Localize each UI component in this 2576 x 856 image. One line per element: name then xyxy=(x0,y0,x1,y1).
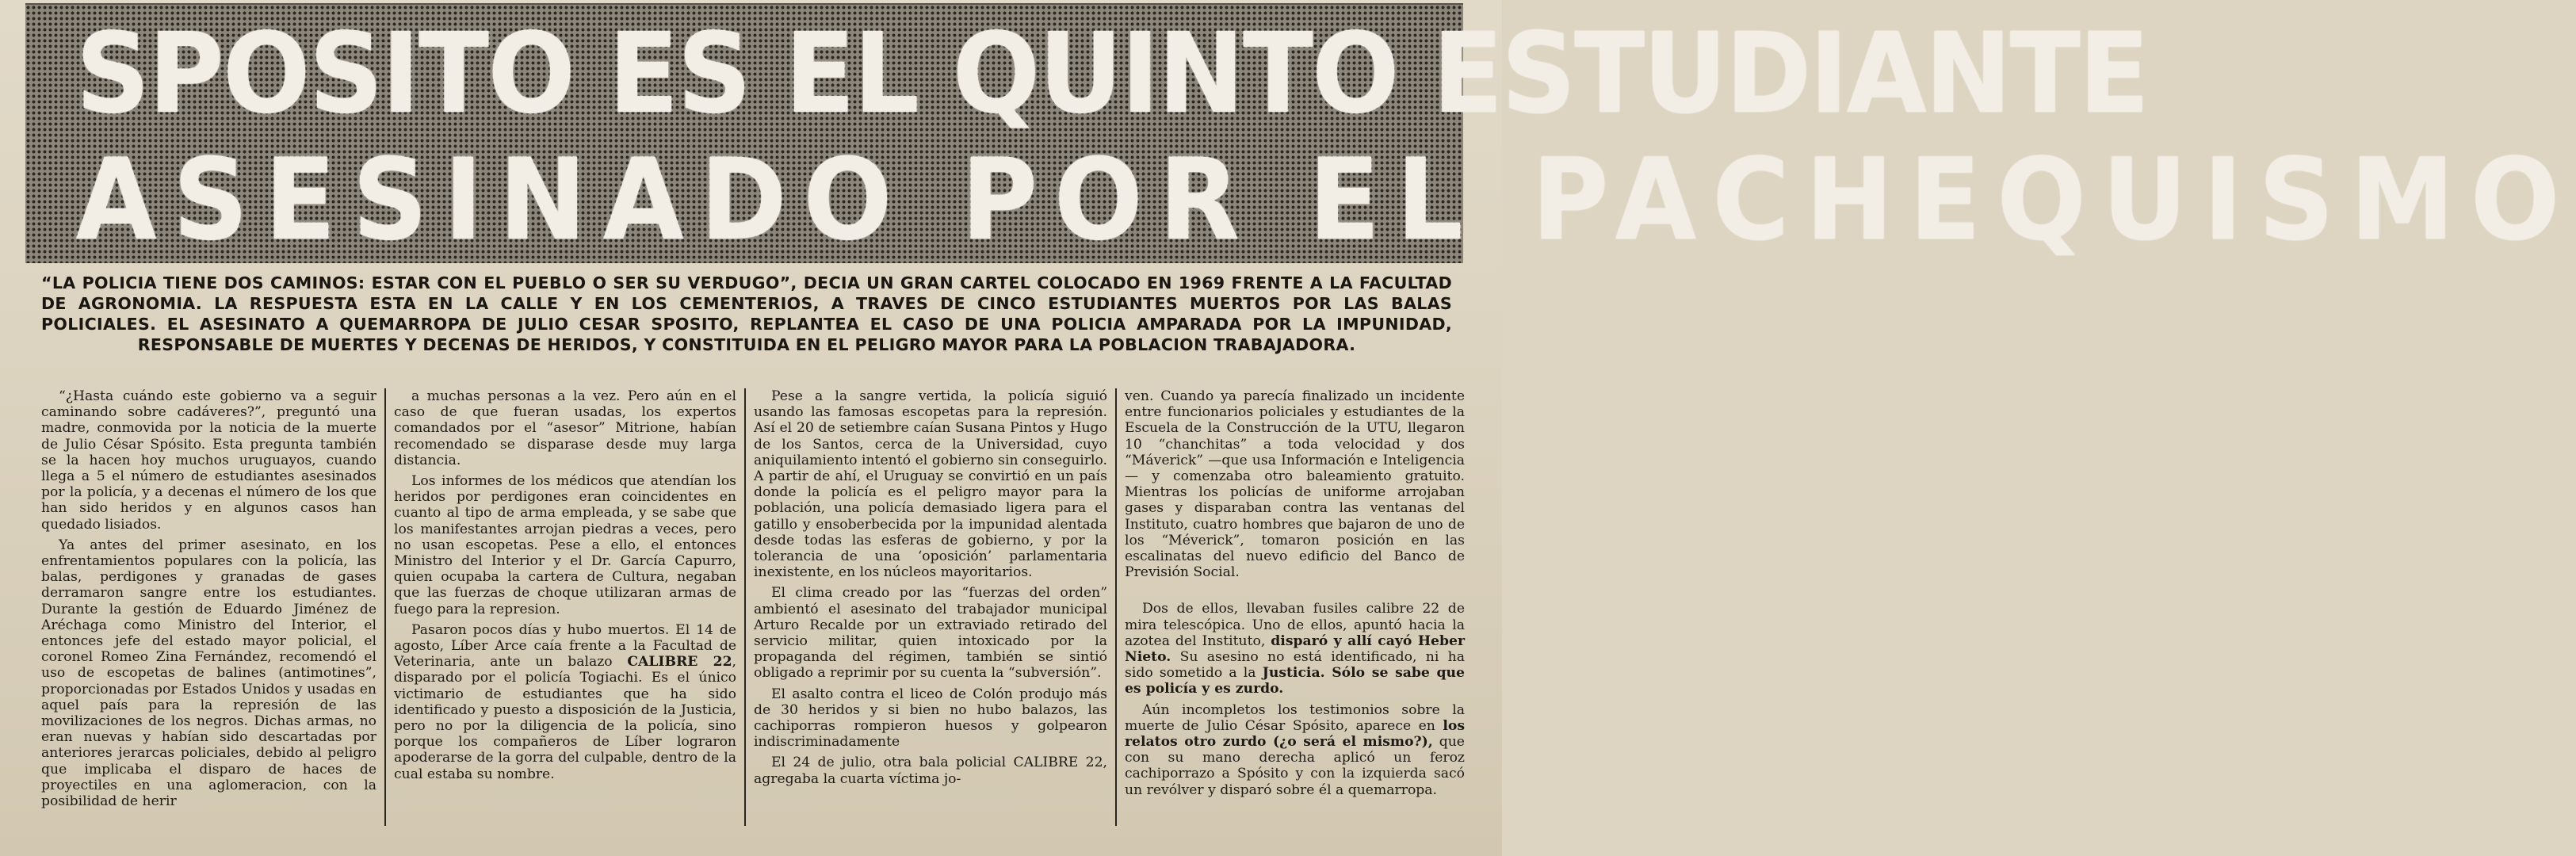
headline-banner xyxy=(25,3,2576,266)
article-column-4 xyxy=(1115,388,1465,826)
text-run: Aún incompletos los testimonios sobre la muerte de Julio César Spósito, aparece en xyxy=(1125,701,1465,734)
paragraph xyxy=(1125,702,1465,798)
headline-line-2: ASESINADO POR EL PACHEQUISMO xyxy=(75,135,2576,266)
paragraph: “¿Hasta cuándo este gobierno va a seguir caminando sobre cadáveres?”, preguntó una madre, conmovida por la noticia de la muerte de Julio César Spósito. Esta pregunta también se la hacen hoy muchos uruguayos, cuando llega a 5 el número de estudiantes asesinados por la policía, y a decenas el número de los que han sido heridos y en algunos casos han quedado lisiados. xyxy=(41,388,376,533)
bold-text: Justicia. Sólo se sabe que es policía y es zurdo. xyxy=(1125,665,1465,697)
paragraph: Pese a la sangre vertida, la policía siguió usando las famosas escopetas para la represión. Así el 20 de setiembre caían Susana Pintos y Hugo de los Santos, cerca de la Universidad, cuyo aniquilamiento intentó el gobierno sin conseguirlo. A partir de ahí, el Uruguay se convirtió en un país donde la policía es el peligro mayor para la población, una policía demasiado ligera para el gatillo y ensoberbecida por la impunidad alentada desde todas las esferas de gobierno, y por la tolerancia de una ‘oposición’ parlamentaria inexistente, en los núcleos mayoritarios. xyxy=(754,388,1107,581)
text-run: Dos de ellos, llevaban fusiles calibre 22 de mira telescópica. Uno de ellos, apuntó hacia la azotea del Instituto, xyxy=(1125,601,1465,649)
lead-paragraph: “LA POLICIA TIENE DOS CAMINOS: ESTAR CON EL PUEBLO O SER SU VERDUGO”, DECIA UN GRAN CARTEL COLOCADO EN 1969 FRENTE A LA FACULTAD DE AGRONOMIA. LA RESPUESTA ESTA EN LA CALLE Y EN LOS CEMENTERIOS, A TRAVES DE CINCO ESTUDIANTES MUERTOS POR LAS BALAS POLICIALES. EL ASESINATO A QUEMARROPA DE JULIO CESAR SPOSITO, REPLANTEA EL CASO DE UNA POLICIA AMPARADA POR LA IMPUNIDAD, RESPONSABLE DE MUERTES Y DECENAS DE HERIDOS, Y CONSTITUIDA EN EL PELIGRO MAYOR PARA LA POBLACION TRABAJADORA. xyxy=(41,273,1452,354)
article-column-3 xyxy=(744,388,1115,826)
article-column-2 xyxy=(384,388,744,826)
article-columns xyxy=(41,388,1465,826)
paragraph: El 24 de julio, otra bala policial CALIBRE 22, agregaba la cuarta víctima jo- xyxy=(754,755,1107,787)
paragraph: Ya antes del primer asesinato, en los enfrentamientos populares con la policía, las balas, perdigones y granadas de gases derramaron sangre entre los estudiantes. Durante la gestión de Eduardo Jiménez de Aréchaga como Ministro del Interior, el entonces jefe del estado mayor policial, el coronel Romeo Zina Fernández, recomendó el uso de escopetas de balines (antimotines”, proporcionadas por Estados Unidos y usadas en aquel país para la represión de las movilizaciones de los negros. Dichas armas, no eran nuevas y habían sido descartadas por anteriores jerarcas policiales, debido al peligro que implicaba el disparo de haces de proyectiles en una aglomeracion, con la posibilidad de herir xyxy=(41,537,376,810)
bold-text: los relatos otro zurdo (¿o será el mismo?), xyxy=(1125,717,1465,751)
paragraph xyxy=(394,622,736,782)
paragraph xyxy=(1125,601,1465,697)
text-run: que con su mano derecha aplicó un feroz cachiporrazo a Spósito y con la izquierda sacó un revólver y disparó sobre él a quemarropa. xyxy=(1125,734,1465,798)
text-run: , disparado por el policía Togiachi. Es el único victimario de estudiantes que ha sido identificado y puesto a disposición de la Justicia, pero no por la diligencia de la policía, sino porque los compañeros de Líber lograron apoderarse de la gorra del culpable, dentro de la cual estaba su nombre. xyxy=(394,654,736,782)
text-run: Pasaron pocos días y hubo muertos. El 14 de agosto, Líber Arce caía frente a la Facultad de Veterinaria, ante un balazo xyxy=(394,621,736,671)
paragraph: a muchas personas a la vez. Pero aún en el caso de que fueran usadas, los expertos comandados por el “asesor” Mitrione, habían recomendado se disparase desde muy larga distancia. xyxy=(394,388,736,468)
headline-line-1: SPOSITO ES EL QUINTO ESTUDIANTE xyxy=(75,10,2148,139)
bold-text: CALIBRE 22 xyxy=(627,654,732,671)
article-column-1 xyxy=(41,388,384,826)
text-run: Su asesino no está identificado, ni ha sido sometido a la xyxy=(1125,649,1465,682)
paragraph: ven. Cuando ya parecía finalizado un incidente entre funcionarios policiales y estudiantes de la Escuela de la Construcción de la UTU, llegaron 10 “chanchitas” a toda velocidad y dos “Máverick” —que usa Información e Inteligencia— y comenzaba otro baleamiento gratuito. Mientras los policías de uniforme arrojaban gases y disparaban contra las ventanas del Instituto, cuatro hombres que bajaron de uno de los “Méverick”, tomaron posición en las escalinatas del nuevo edificio del Banco de Previsión Social. xyxy=(1125,388,1465,581)
bold-text: disparó y allí cayó Heber Nieto. xyxy=(1125,632,1465,666)
paragraph: Los informes de los médicos que atendían los heridos por perdigones eran coincidentes en cuanto al tipo de arma empleada, y se sabe que los manifestantes arrojan piedras a veces, pero no usan escopetas. Pese a ello, el entonces Ministro del Interior y el Dr. García Capurro, quien ocupaba la cartera de Cultura, negaban que las fuerzas de choque utilizaran armas de fuego para la represion. xyxy=(394,473,736,617)
paragraph: El asalto contra el liceo de Colón produjo más de 30 heridos y si bien no hubo balazos, las cachiporras rompieron huesos y golpearon indiscriminadamente xyxy=(754,686,1107,751)
paragraph: El clima creado por las “fuerzas del orden” ambientó el asesinato del trabajador municipal Arturo Recalde por un extraviado retirado del servicio militar, quien intoxicado por la propaganda del régimen, también se sintió obligado a reprimir por su cuenta la “subversión”. xyxy=(754,585,1107,682)
